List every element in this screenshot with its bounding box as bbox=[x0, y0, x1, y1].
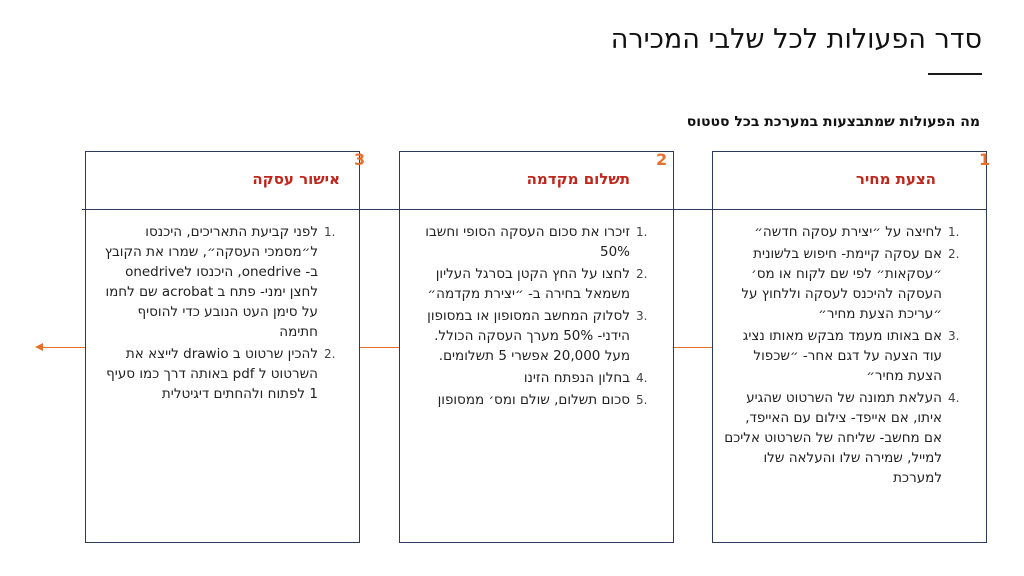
list-item bbox=[412, 368, 660, 388]
step-text: אם עסקה קיימת- חיפוש בלשונית ״עסקאות״ לפי שם לקוח או מס׳ העסקה להיכנס לעסקה וללחוץ על ״עריכת הצעת מחיר״ bbox=[741, 246, 942, 322]
list-item bbox=[412, 222, 660, 262]
step-index: 1. bbox=[324, 225, 336, 239]
step-text: סכום תשלום, שולם ומס׳ ממסופון bbox=[437, 392, 630, 408]
list-item bbox=[724, 244, 972, 324]
list-item bbox=[412, 390, 660, 410]
list-item bbox=[412, 264, 660, 304]
step-text: אם באותו מעמד מבקש מאותו נציג עוד הצעה על דגם אחר- ״שכפול הצעת מחיר״ bbox=[742, 328, 942, 384]
list-item bbox=[100, 222, 348, 342]
step-index: 4. bbox=[636, 371, 648, 385]
stage-2-steps bbox=[412, 222, 660, 412]
step-index: 2. bbox=[636, 267, 648, 281]
list-item bbox=[724, 326, 972, 386]
step-text: העלאת תמונה של השרטוט שהגיע איתו, אם אייפד- צילום עם האייפד, אם מחשב- שליחה של השרטוט אליכם למייל, שמירה שלו והעלאה שלו למערכת bbox=[724, 390, 942, 486]
step-text: לסלוק המחשב המסופון או במסופון הידני- 50% מערך העסקה הכולל. מעל 20,000 אפשרי 5 תשלומים. bbox=[427, 308, 630, 364]
step-index: 3. bbox=[948, 329, 960, 343]
step-index: 4. bbox=[948, 391, 960, 405]
step-text: בחלון הנפתח הזינו bbox=[523, 370, 630, 386]
list-item bbox=[724, 222, 972, 242]
header-divider-line bbox=[82, 209, 986, 210]
step-index: 5. bbox=[636, 393, 648, 407]
step-index: 1. bbox=[948, 225, 960, 239]
flow-connector-2-3 bbox=[360, 347, 399, 348]
stage-number-3: 3 bbox=[354, 150, 366, 169]
step-text: לחיצה על ״יצירת עסקה חדשה״ bbox=[754, 224, 942, 240]
list-item bbox=[412, 306, 660, 366]
flow-connector-1-2 bbox=[674, 347, 712, 348]
stage-number-1: 1 bbox=[979, 150, 991, 169]
step-text: זיכרו את סכום העסקה הסופי וחשבו 50% bbox=[425, 224, 630, 260]
stage-number-2: 2 bbox=[656, 150, 668, 169]
title-underline bbox=[928, 73, 982, 75]
stage-title-1: הצעת מחיר bbox=[855, 170, 936, 188]
step-text: להכין שרטוט ב drawio לייצא את השרטוט ל pdf באותה דרך כמו סעיף 1 לפתוח ולהחתים דיגיטלית bbox=[106, 346, 318, 402]
list-item bbox=[724, 388, 972, 488]
stage-title-3: אישור עסקה bbox=[252, 170, 340, 188]
flow-connector-out bbox=[42, 347, 85, 348]
step-text: לפני קביעת התאריכים, היכנסו ל״מסמכי העסקה״, שמרו את הקובץ ב- onedrive, היכנסו לonedrive לחצן ימני- פתח ב acrobat שם לחמו על סימן העט הנובע כדי להוסיף חתימה bbox=[104, 224, 318, 340]
step-index: 1. bbox=[636, 225, 648, 239]
list-item bbox=[100, 344, 348, 404]
stage-3-steps bbox=[100, 222, 348, 406]
step-index: 2. bbox=[948, 247, 960, 261]
stage-title-2: תשלום מקדמה bbox=[526, 170, 630, 188]
step-index: 2. bbox=[324, 347, 336, 361]
stage-1-steps bbox=[724, 222, 972, 490]
arrow-left-icon bbox=[35, 343, 43, 351]
slide-title: סדר הפעולות לכל שלבי המכירה bbox=[610, 24, 982, 55]
step-index: 3. bbox=[636, 309, 648, 323]
slide-subtitle: מה הפעולות שמתבצעות במערכת בכל סטטוס bbox=[686, 114, 980, 130]
step-text: לחצו על החץ הקטן בסרגל העליון משמאל בחירה ב- ״יצירת מקדמה״ bbox=[427, 266, 630, 302]
